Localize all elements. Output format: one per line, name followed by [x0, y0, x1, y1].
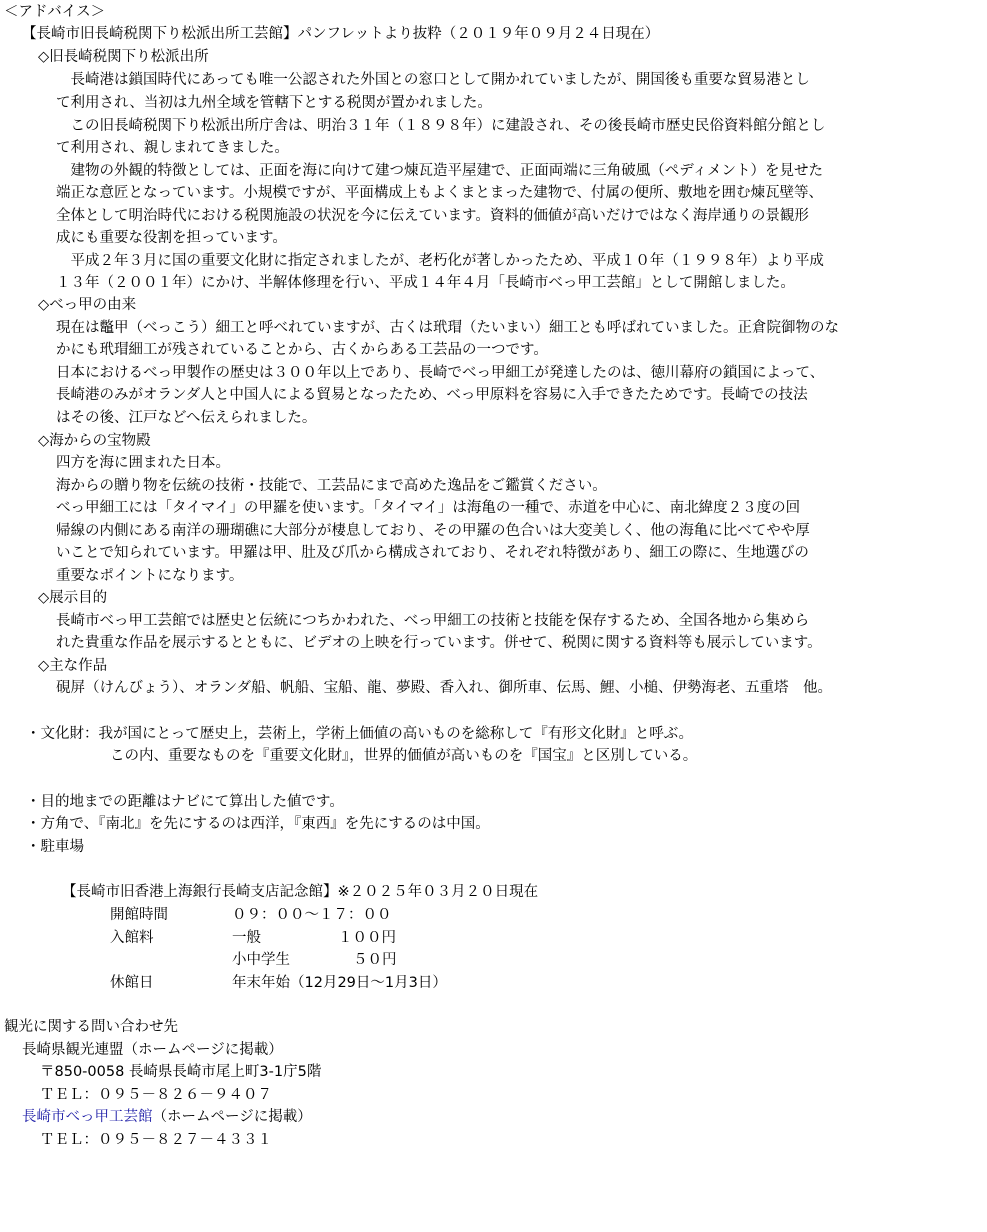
paragraph-line: 建物の外観的特徴としては、正面を海に向けて建つ煉瓦造平屋建で、正面両端に三角破風（ペディメント）を見せた: [56, 163, 824, 179]
note-cultural-property: ・文化財：我が国にとって歴史上，芸術上，学術上価値の高いものを総称して『有形文化財』と呼ぶ。: [26, 726, 693, 742]
paragraph-line: かにも玳瑁細工が残されていることから、古くからある工芸品の一つです。: [56, 342, 548, 358]
paragraph-line: 長崎港は鎖国時代にあっても唯一公認された外国との窓口として開かれていましたが、開国後も重要な貿易港とし: [56, 72, 810, 88]
paragraph-line: 日本におけるべっ甲製作の歴史は３００年以上であり、長崎でべっ甲細工が発達したのは、徳川幕府の鎖国によって、: [56, 365, 825, 381]
section-title-exhibit-purpose: ◇展示目的: [38, 590, 108, 606]
paragraph-line: 平成２年３月に国の重要文化財に指定されましたが、老朽化が著しかったため、平成１０年（１９９８年）より平成: [56, 253, 824, 269]
paragraph-line: 長崎市べっ甲工芸館では歴史と伝統につちかわれた、べっ甲細工の技術と技能を保存するため、全国各地から集めら: [56, 613, 810, 629]
paragraph-line: 四方を海に囲まれた日本。: [56, 455, 230, 471]
note-parking: ・駐車場: [26, 839, 84, 855]
advice-heading: ＜アドバイス＞: [4, 4, 106, 20]
closed-value: 年末年始（12月29日～1月3日）: [232, 975, 447, 991]
fee-general-value: １００円: [338, 930, 396, 946]
note-distance: ・目的地までの距離はナビにて算出した値です。: [26, 794, 344, 810]
paragraph-line: 成にも重要な役割を担っています。: [56, 230, 287, 246]
paragraph-line: 長崎港のみがオランダ人と中国人による貿易となったため、べっ甲原料を容易に入手できたためです。長崎での技法: [56, 387, 808, 403]
contact-org2: [22, 1106, 312, 1128]
paragraph-line: 重要なポイントになります。: [56, 568, 244, 584]
fee-general-label: 一般: [232, 930, 261, 946]
section-title-origin: ◇べっ甲の由来: [38, 297, 137, 313]
closed-label: 休館日: [110, 975, 154, 991]
bekko-museum-link[interactable]: 長崎市べっ甲工芸館: [22, 1109, 153, 1125]
advice-source: 【長崎市旧長崎税関下り松派出所工芸館】パンフレットより抜粋（２０１９年０９月２４日現在）: [22, 26, 660, 42]
contact-org2-tel: ＴＥＬ：０９５－８２７－４３３１: [40, 1132, 272, 1148]
contact-org1-tel: ＴＥＬ：０９５－８２６－９４０７: [40, 1087, 272, 1103]
paragraph-line: 端正な意匠となっています。小規模ですが、平面構成上もよくまとまった建物で、付属の便所、敷地を囲む煉瓦壁等、: [56, 185, 824, 201]
section-title-customs-office: ◇旧長崎税関下り松派出所: [38, 49, 209, 65]
paragraph-line: 現在は鼈甲（べっこう）細工と呼べれていますが、古くは玳瑁（たいまい）細工とも呼ばれていました。正倉院御物のな: [56, 320, 839, 336]
section-title-main-works: ◇主な作品: [38, 658, 108, 674]
contact-org2-suffix: （ホームページに掲載）: [152, 1109, 312, 1125]
contact-org1-address: 〒850-0058 長崎県長崎市尾上町3-1庁5階: [40, 1064, 322, 1080]
paragraph-line: て利用され、親しまれてきました。: [56, 140, 289, 156]
paragraph-line: べっ甲細工には「タイマイ」の甲羅を使います。「タイマイ」は海亀の一種で、赤道を中心に、南北緯度２３度の回: [56, 500, 801, 516]
paragraph-line: て利用され、当初は九州全域を管轄下とする税関が置かれました。: [56, 95, 492, 111]
paragraph-line: いことで知られています。甲羅は甲、肚及び爪から構成されており、それぞれ特徴があり、細工の際に、生地選びの: [56, 545, 809, 561]
paragraph-line: 全体として明治時代における税関施設の状況を今に伝えています。資料的価値が高いだけではなく海岸通りの景観形: [56, 208, 809, 224]
note-cultural-property-detail: この内、重要なものを『重要文化財』，世界的価値が高いものを『国宝』と区別している。: [110, 748, 698, 764]
section-title-treasure-hall: ◇海からの宝物殿: [38, 433, 151, 449]
contact-org1-name: 長崎県観光連盟（ホームページに掲載）: [22, 1042, 283, 1058]
paragraph-line: はその後、江戸などへ伝えられました。: [56, 410, 317, 426]
contact-heading: 観光に関する問い合わせ先: [4, 1019, 178, 1035]
paragraph-line: １３年（２００１年）にかけ、半解体修理を行い、平成１４年４月「長崎市べっ甲工芸館」として開館しました。: [56, 275, 795, 291]
fee-label: 入館料: [110, 930, 154, 946]
paragraph-line: 硯屏（けんびょう）、オランダ船、帆船、宝船、龍、夢殿、香入れ、御所車、伝馬、鯉、小槌、伊勢海老、五重塔 他。: [56, 680, 833, 696]
hours-value: ０９：００～１７：００: [232, 907, 392, 923]
note-direction: ・方角で、『南北』を先にするのは西洋，『東西』を先にするのは中国。: [26, 816, 490, 832]
paragraph-line: れた貴重な作品を展示するとともに、ビデオの上映を行っています。併せて、税関に関する資料等も展示しています。: [56, 635, 822, 651]
paragraph-line: 帰線の内側にある南洋の珊瑚礁に大部分が棲息しており、その甲羅の色合いは大変美しく、他の海亀に比べてやや厚: [56, 523, 810, 539]
hours-label: 開館時間: [110, 907, 168, 923]
fee-student-value: ５０円: [353, 952, 397, 968]
paragraph-line: 海からの贈り物を伝統の技術・技能で、工芸品にまで高めた逸品をご鑑賞ください。: [56, 478, 607, 494]
memorial-title: 【長崎市旧香港上海銀行長崎支店記念館】※２０２５年０３月２０日現在: [62, 884, 539, 900]
paragraph-line: この旧長崎税関下り松派出所庁舎は、明治３１年（１８９８年）に建設され、その後長崎市歴史民俗資料館分館とし: [56, 118, 826, 134]
fee-student-label: 小中学生: [232, 952, 290, 968]
